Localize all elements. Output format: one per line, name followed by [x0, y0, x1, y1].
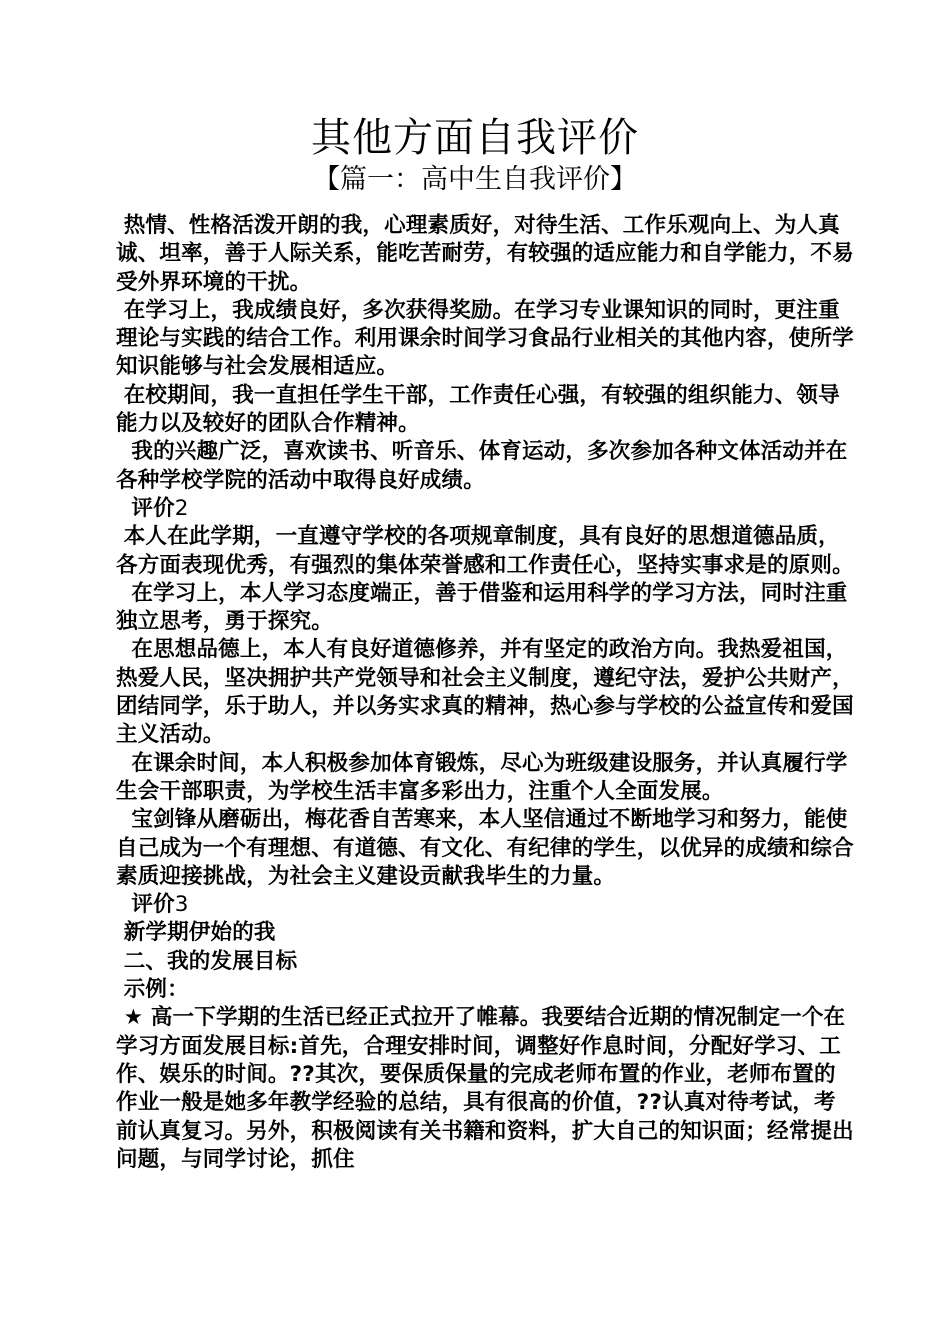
paragraph: ★ 高一下学期的生活已经正式拉开了帷幕。我要结合近期的情况制定一个在学习方面发展目标:首先，合理安排时间，调整好作息时间，分配好学习、工作、娱乐的时间。??其次，要保质保量的完成老师布置的作业，老师布置的作业一般是她多年教学经验的总结，具有很高的价值，??认真对待考试，考前认真复习。另外，积极阅读有关书籍和资料，扩大自己的知识面；经常提出问题，与同学讨论，抓住	[116, 1005, 854, 1172]
paragraph: 在学习上，我成绩良好，多次获得奖励。在学习专业课知识的同时，更注重理论与实践的结合工作。利用课余时间学习食品行业相关的其他内容，使所学知识能够与社会发展相适应。	[116, 297, 854, 380]
section-heading-number: 3	[174, 892, 189, 918]
document-subtitle: 【篇一：高中生自我评价】	[313, 164, 637, 195]
document-body	[116, 212, 856, 1174]
line: 新学期伊始的我	[116, 920, 276, 946]
paragraph: 在校期间，我一直担任学生干部，工作责任心强，有较强的组织能力、领导能力以及较好的团队合作精神。	[116, 382, 840, 437]
section-heading-label: 评价	[116, 892, 175, 918]
paragraph: 热情、性格活泼开朗的我，心理素质好，对待生活、工作乐观向上、为人真诚、坦率，善于人际关系，能吃苦耐劳，有较强的适应能力和自学能力，不易受外界环境的干扰。	[116, 213, 854, 295]
paragraph: 宝剑锋从磨砺出，梅花香自苦寒来，本人坚信通过不断地学习和努力，能使自己成为一个有理想、有道德、有文化、有纪律的学生，以优异的成绩和综合素质迎接挑战，为社会主义建设贡献我毕生的力量。	[116, 807, 854, 889]
paragraph: 本人在此学期，一直遵守学校的各项规章制度，具有良好的思想道德品质，各方面表现优秀，有强烈的集体荣誉感和工作责任心，坚持实事求是的原则。	[116, 524, 854, 578]
paragraph: 我的兴趣广泛，喜欢读书、听音乐、体育运动，多次参加各种文体活动并在各种学校学院的活动中取得良好成绩。	[116, 439, 848, 493]
section-heading-3	[116, 891, 856, 919]
section-heading-number: 2	[174, 495, 189, 521]
paragraph: 在课余时间，本人积极参加体育锻炼，尽心为班级建设服务，并认真履行学生会干部职责，为学校生活丰富多彩出力，注重个人全面发展。	[116, 750, 848, 804]
paragraph: 在思想品德上，本人有良好道德修养，并有坚定的政治方向。我热爱祖国，热爱人民，坚决拥护共产党领导和社会主义制度，遵纪守法，爱护公共财产，团结同学，乐于助人，并以务实求真的精神，热心参与学校的公益宣传和爱国主义活动。	[116, 637, 854, 748]
line: 二、我的发展目标	[116, 948, 298, 974]
line: 示例：	[116, 977, 189, 1003]
document-title: 其他方面自我评价	[311, 115, 639, 161]
section-heading-2	[116, 495, 856, 523]
section-heading-label: 评价	[116, 495, 175, 521]
paragraph: 在学习上，本人学习态度端正，善于借鉴和运用科学的学习方法，同时注重独立思考，勇于探究。	[116, 580, 848, 635]
